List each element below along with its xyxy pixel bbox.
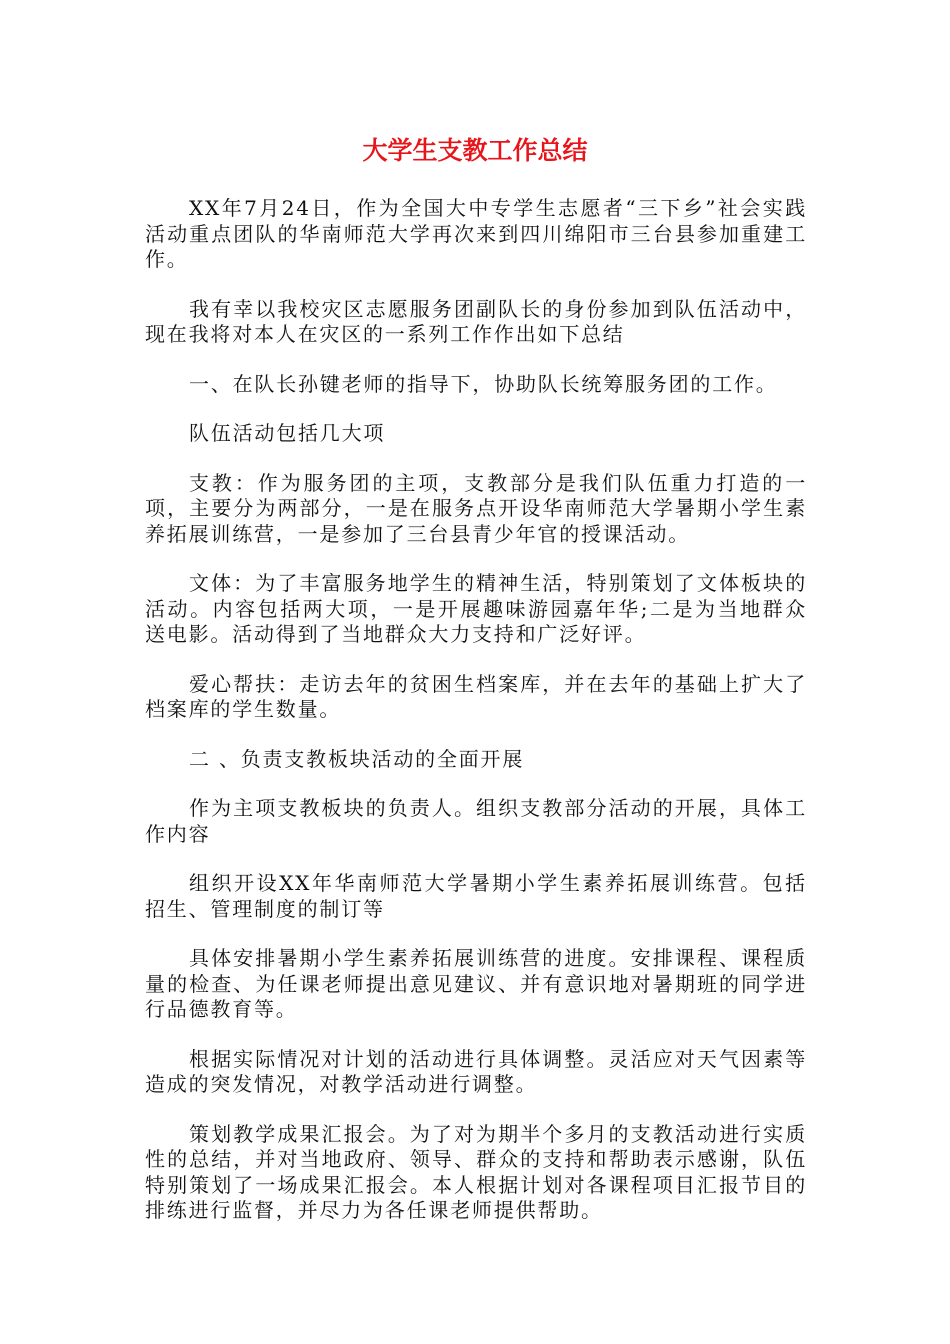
paragraph: 爱心帮扶：走访去年的贫困生档案库，并在去年的基础上扩大了档案库的学生数量。: [145, 671, 807, 721]
document-title: 大学生支教工作总结: [362, 136, 588, 165]
paragraph: 组织开设XX年华南师范大学暑期小学生素养拓展训练营。包括招生、管理制度的制订等: [145, 871, 807, 921]
paragraph: 具体安排暑期小学生素养拓展训练营的进度。安排课程、课程质量的检查、为任课老师提出意见建议、并有意识地对暑期班的同学进行品德教育等。: [145, 946, 807, 1021]
paragraph: 策划教学成果汇报会。为了对为期半个多月的支教活动进行实质性的总结，并对当地政府、领导、群众的支持和帮助表示感谢，队伍特别策划了一场成果汇报会。本人根据计划对各课程项目汇报节目的排练进行监督，并尽力为各任课老师提供帮助。: [145, 1121, 807, 1222]
paragraph: 支教：作为服务团的主项，支教部分是我们队伍重力打造的一项，主要分为两部分，一是在服务点开设华南师范大学暑期小学生素养拓展训练营，一是参加了三台县青少年官的授课活动。: [145, 470, 807, 546]
paragraph: 根据实际情况对计划的活动进行具体调整。灵活应对天气因素等造成的突发情况，对教学活动进行调整。: [145, 1046, 807, 1096]
paragraph: 我有幸以我校灾区志愿服务团副队长的身份参加到队伍活动中，现在我将对本人在灾区的一系列工作作出如下总结: [145, 296, 807, 346]
section-heading-2: 二 、负责支教板块活动的全面开展: [189, 746, 525, 771]
paragraph: 作为主项支教板块的负责人。组织支教部分活动的开展，具体工作内容: [145, 796, 807, 846]
section-heading-1: 一、在队长孙键老师的指导下，协助队长统筹服务团的工作。: [189, 371, 778, 396]
paragraph: XX年7月24日，作为全国大中专学生志愿者“三下乡”社会实践活动重点团队的华南师范大学再次来到四川绵阳市三台县参加重建工作。: [145, 196, 807, 271]
paragraph: 队伍活动包括几大项: [189, 421, 386, 445]
paragraph: 文体：为了丰富服务地学生的精神生活，特别策划了文体板块的活动。内容包括两大项，一是开展趣味游园嘉年华;二是为当地群众送电影。活动得到了当地群众大力支持和广泛好评。: [145, 571, 807, 646]
document-body: [145, 196, 807, 1248]
